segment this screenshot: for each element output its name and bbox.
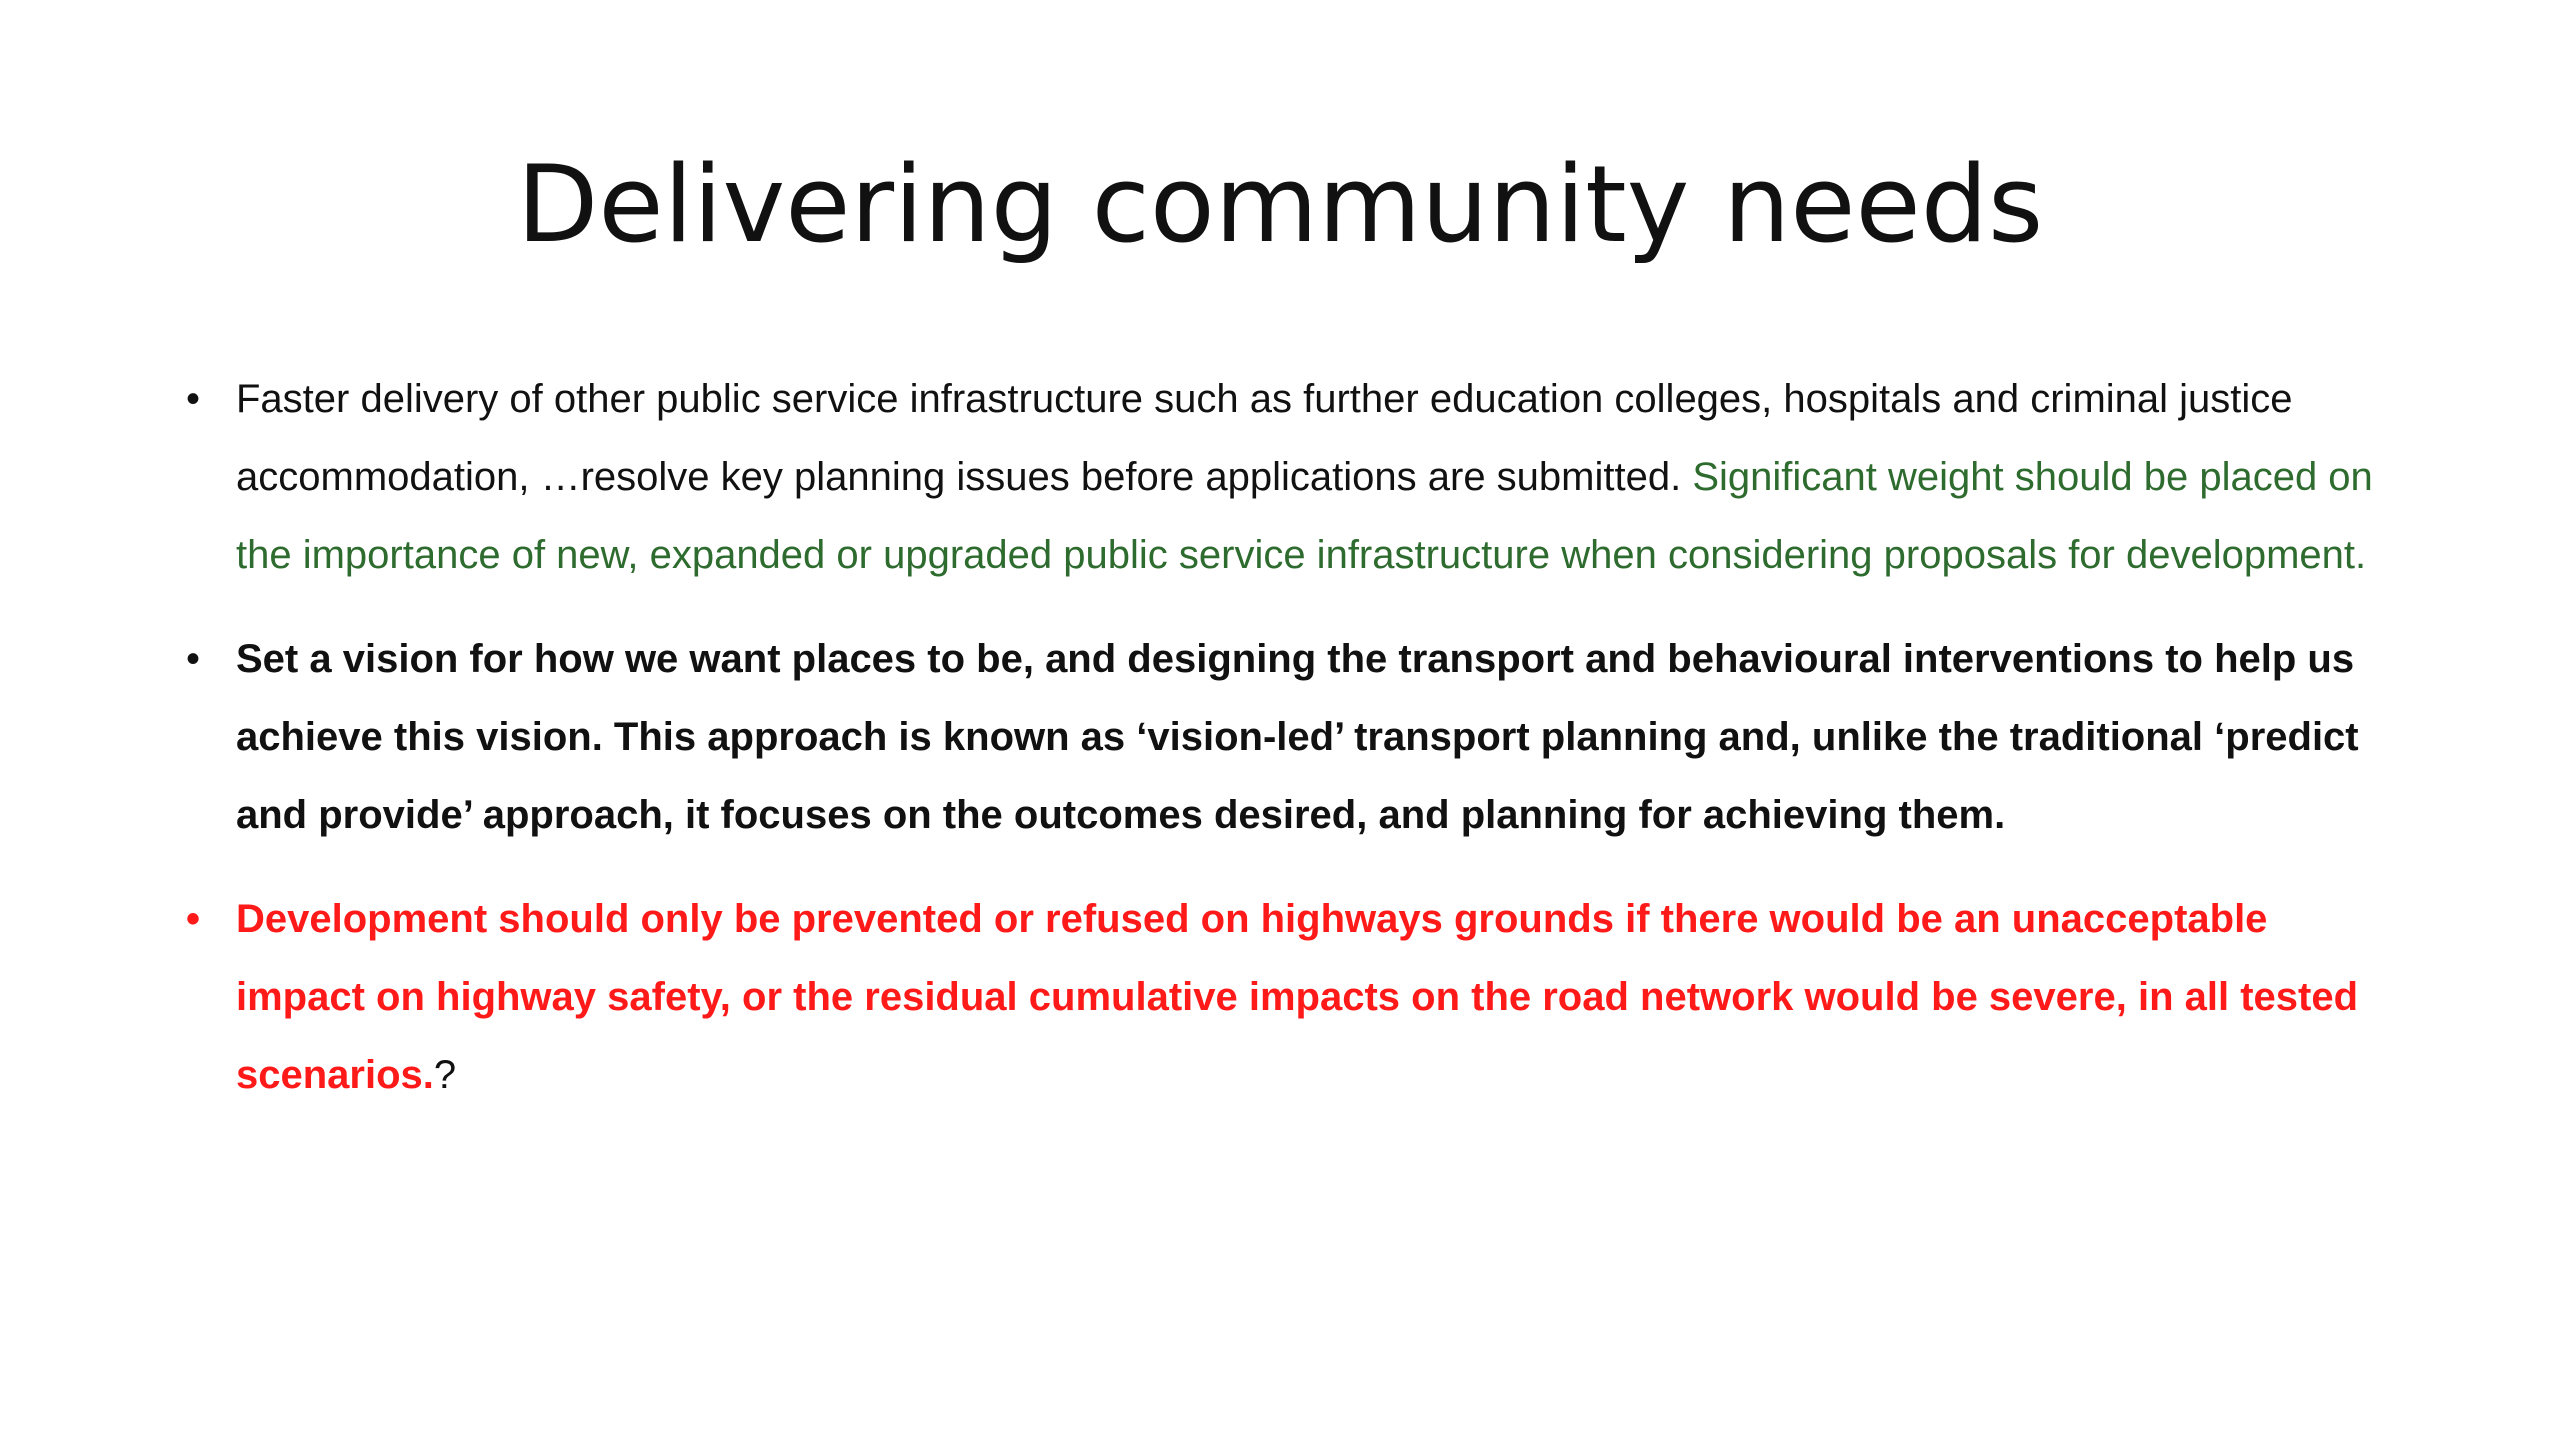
list-item: [0, 620, 2560, 854]
bullet-text-red: Development should only be prevented or refused on highways grounds if there would be an unacceptable impact on highway safety, or the residual cumulative impacts on the road network would be severe, in all tested scenarios.: [236, 897, 2359, 1097]
bullet-text-highlight-green: Significant weight should be placed on the importance of new, expanded or upgraded public service infrastructure when considering proposals for development.: [236, 455, 2373, 577]
bullet-text-plain: Faster delivery of other public service infrastructure such as further education colleges, hospitals and criminal justice accommodation, …resolve key planning issues before applications are submitted.: [236, 377, 2293, 499]
bullet-text-bold: Set a vision for how we want places to be, and designing the transport and behavioural interventions to help us achieve this vision. This approach is known as ‘vision-led’ transport planning and, unlike the traditional ‘predict and provide’ approach, it focuses on the outcomes desired, and planning for achieving them.: [236, 637, 2359, 837]
bullet-icon: •: [186, 377, 201, 421]
list-item: [0, 360, 2560, 594]
list-item: [0, 880, 2560, 1114]
bullet-list: [0, 360, 2560, 1140]
bullet-text-suffix: ?: [433, 1053, 457, 1097]
page-title: Delivering community needs: [516, 143, 2044, 266]
bullet-icon: •: [186, 637, 201, 681]
bullet-icon: •: [186, 897, 201, 941]
